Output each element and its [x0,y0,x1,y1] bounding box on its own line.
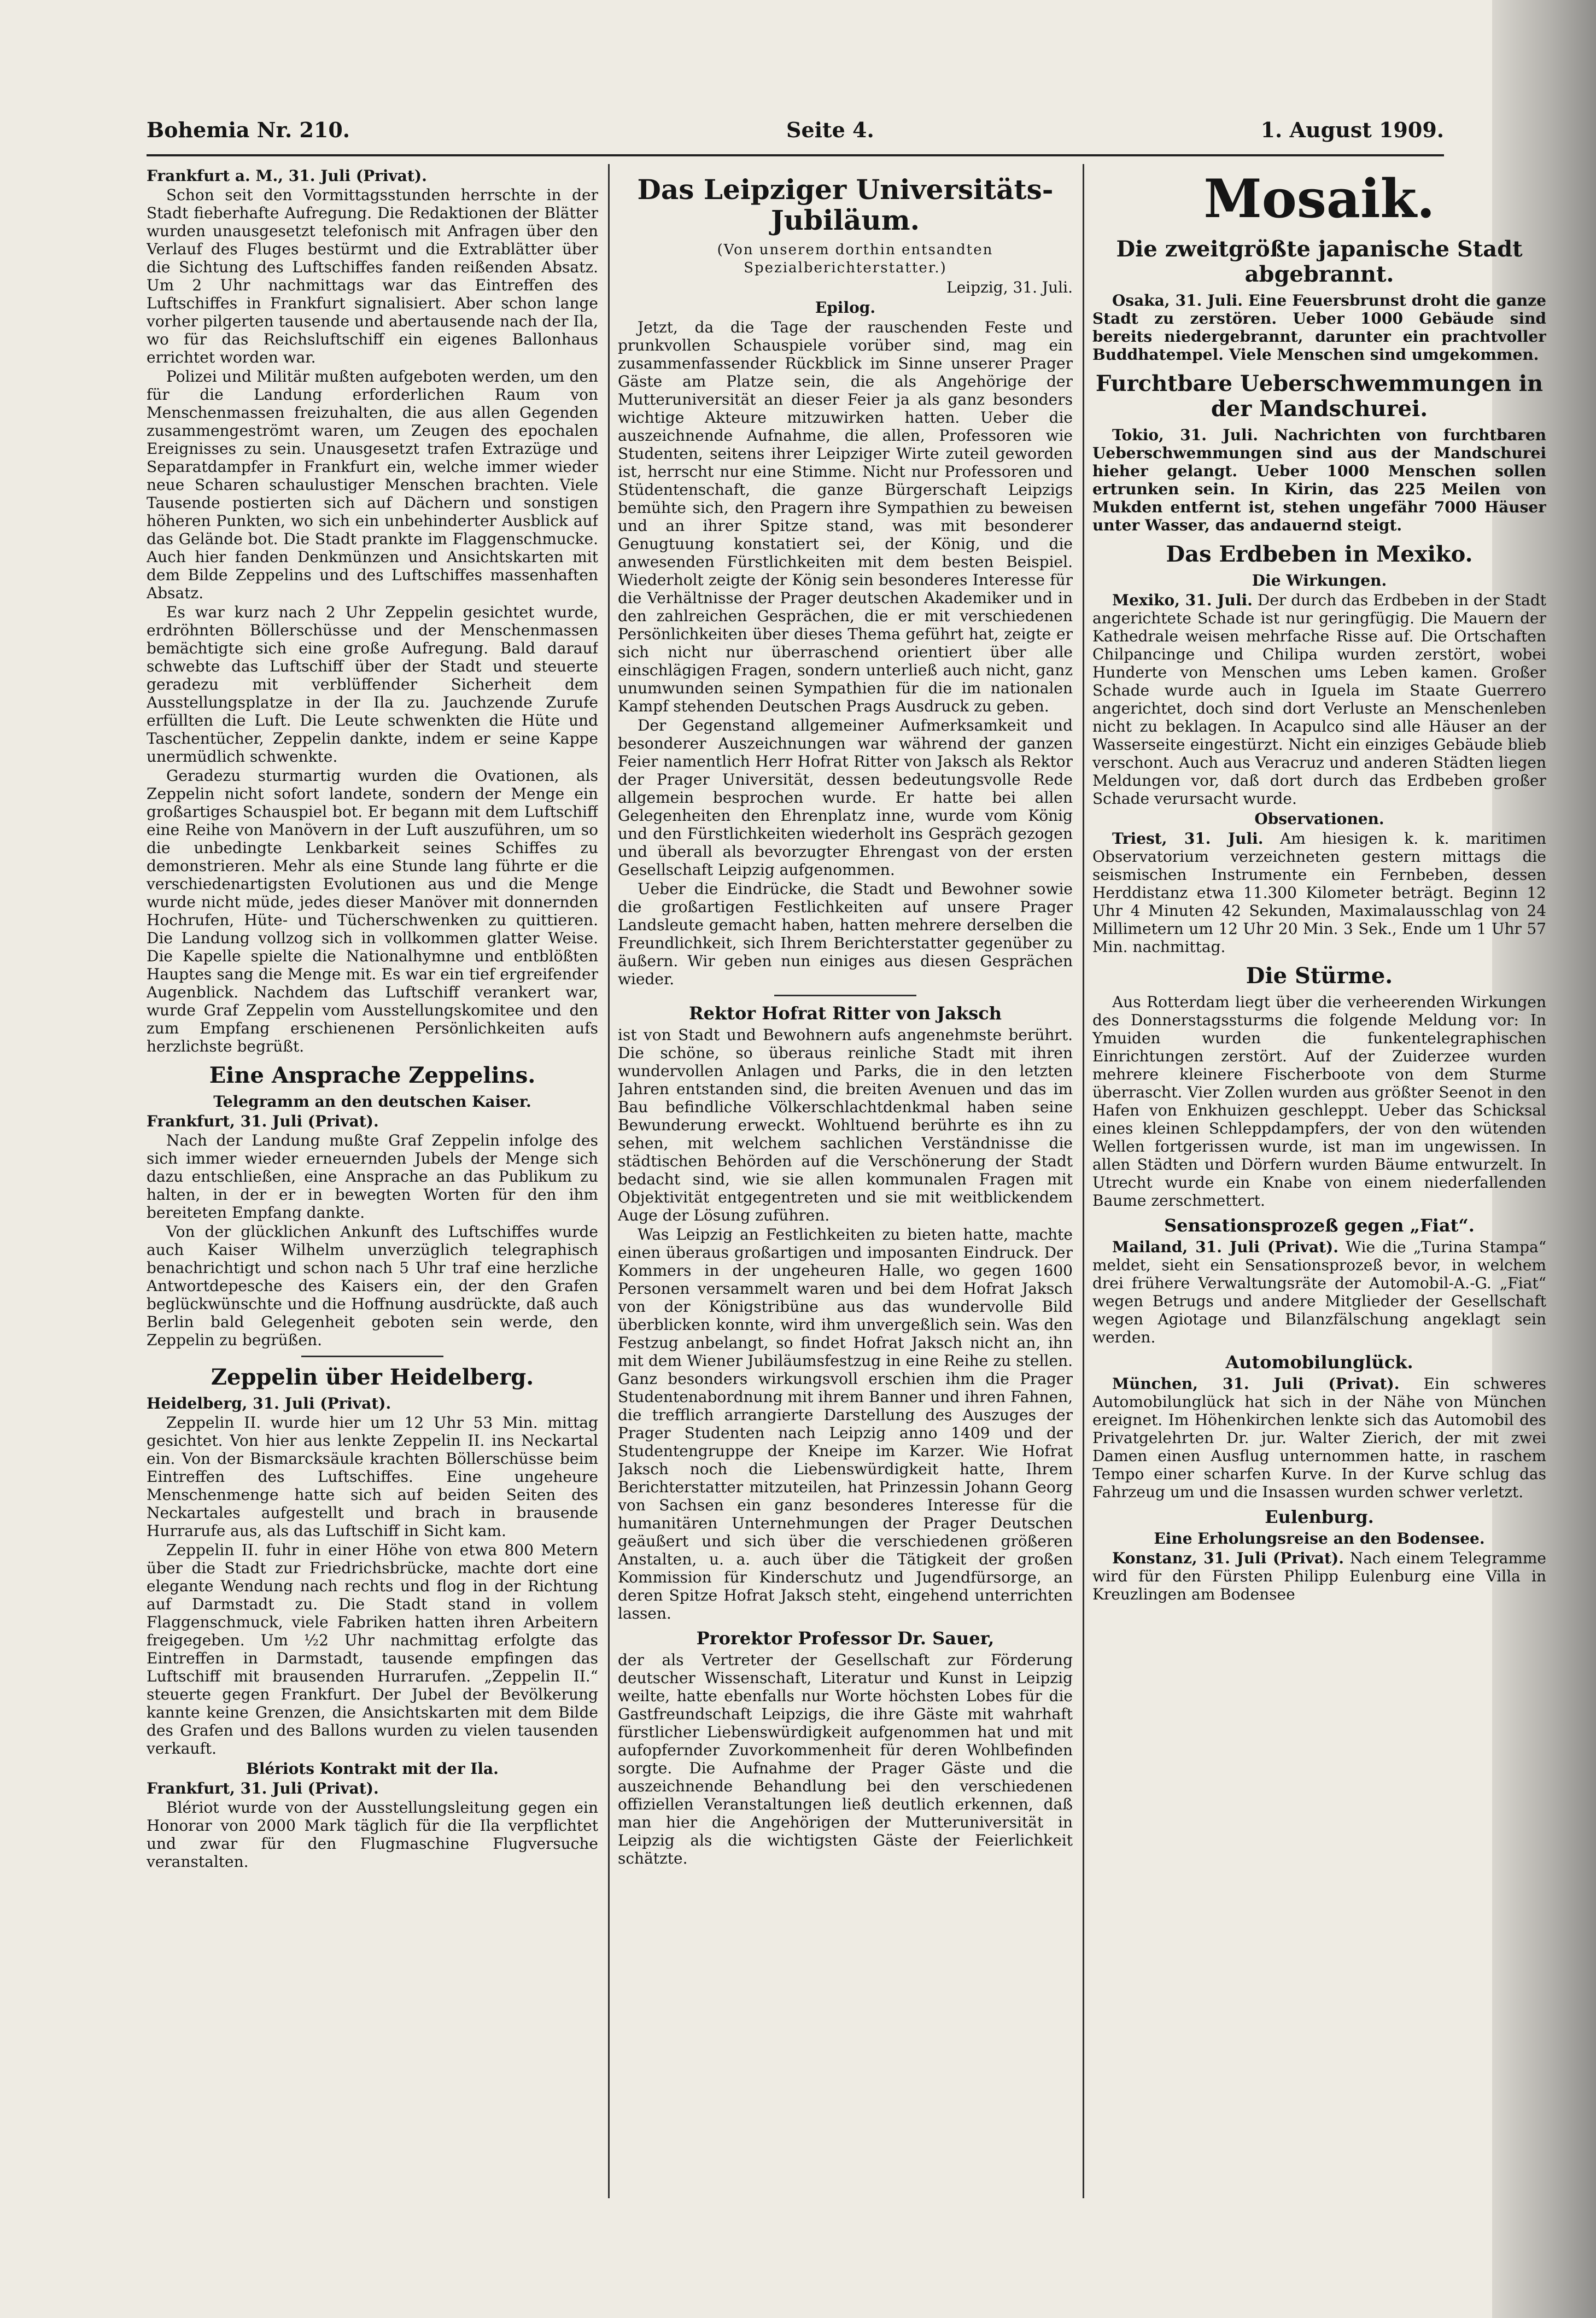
issue-date: 1. August 1909. [1260,118,1444,142]
column-divider-1 [608,164,610,2198]
paragraph-text: Wie die „Turina Stampa“ meldet, sieht ein Sensationsprozeß bevor, in welchem drei frühere Verwaltungsräte der Automobil-A.-G. „Fiat“ wegen Betrugs und andere Mitglieder der Gesellschaft wegen Agiotage und Bilanzfälschung angeklagt sein werden. [1092,1238,1546,1346]
section-rule [774,995,916,996]
article-paragraph [1092,1375,1546,1501]
headline-eulenburg: Eulenburg. [1265,1507,1374,1527]
headline-manchuria-floods: Furchtbare Ueberschwemmungen in der Mandschurei. [1095,371,1544,422]
headline-zeppelin-heidelberg: Zeppelin über Heidelberg. [211,1364,534,1390]
dateline: Triest, 31. Juli. [1112,830,1264,848]
article-paragraph: Aus Rotterdam liegt über die verheerenden Wirkungen des Donnerstagssturms die folgende Meldung vor: In Ymuiden wurden die funkentelegraphischen Einrichtungen zerstört. Auf der Zuiderzee wurden mehrere kleinere Fischerboote von dem Sturme überrascht. Vier Zollen wurden aus größter Seenot in den Hafen von Enkhuizen geschleppt. Ueber das Schicksal eines kleinen Schleppdampfers, der von den wütenden Wellen fortgerissen wurde, ist man im ungewissen. In allen Städten und Dörfern wurden Bäume entwurzelt. In Utrecht wurde ein Knabe von einem niederfallenden Baume zerschmettert. [1092,993,1546,1210]
article-paragraph: Ueber die Eindrücke, die Stadt und Bewohner sowie die großartigen Festlichkeiten auf unsere Prager Landsleute gemacht haben, hatten mehrere derselben die Freundlichkeit, sich Ihrem Berichterstatter gegenüber zu äußern. Wir geben nun einiges aus diesen Gesprächen wieder. [618,880,1073,988]
dateline: Frankfurt a. M., 31. Juli (Privat). [147,167,427,185]
article-paragraph: Was Leipzig an Festlichkeiten zu bieten hatte, machte einen überaus großartigen und imposanten Eindruck. Der Kommers in der ungeheuren Halle, wo gegen 1600 Personen versammelt waren und bei dem Hofrat Jaksch von der Königstribüne aus das wundervolle Bild überblicken konnte, wird ihm unvergeßlich sein. Was den Festzug anbelangt, so findet Hofrat Jaksch nicht an, ihn mit dem Wiener Jubiläumsfestzug in eine Reihe zu stellen. Ganz besonders wirkungsvoll erschien ihm die Prager Studentenabordnung mit ihrem Banner und ihren Fahnen, die trefflich arrangierte Darstellung des Auszuges der Prager Studenten nach Leipzig anno 1409 und der Studentengruppe der Kneipe im Karzer. Wie Hofrat Jaksch noch die Liebenswürdigkeit hatte, Ihrem Berichterstatter mitzuteilen, hat Prinzessin Johann Georg von Sachsen ein ganz besonderes Interesse für die humanitären Unternehmungen der Prager Deutschen geäußert und sich über die verschiedenen größeren Anstalten, u. a. auch über die Tätigkeit der großen Kommission für Kinderschutz und Jugendfürsorge, an deren Spitze Hofrat Jaksch steht, eingehend unterrichten lassen. [618,1225,1073,1622]
correspondent-note: (Von unserem dorthin entsandten Spezialberichterstatter.) [717,242,993,276]
paragraph-text: Am hiesigen k. k. maritimen Observatorium verzeichneten gestern mittags die seismischen Instrumente ein Fernbeben, dessen Herddistanz etwa 11.300 Kilometer beträgt. Beginn 12 Uhr 4 Minuten 42 Sekunden, Maximalausschlag von 24 Millimetern um 12 Uhr 20 Min. 3 Sek., Ende um 1 Uhr 57 Min. nachmittag. [1092,830,1546,956]
subheadline: Observationen. [1254,810,1384,828]
article-paragraph: Schon seit den Vormittagsstunden herrschte in der Stadt fieberhafte Aufregung. Die Redaktionen der Blätter wurden unausgesetzt telefonisch mit Anfragen über den Verlauf des Fluges bestürmt und die Extrablätter über die Sichtung des Luftschiffes fanden reißenden Absatz. Um 2 Uhr nachmittags war das Eintreffen des Luftschiffes in Frankfurt signalisiert. Aber schon lange vorher pilgerten tausende und abertausende nach der Ila, wo für das Reichsluftschiff ein eigenes Ballonhaus errichtet worden war. [147,186,598,366]
article-paragraph [147,1394,598,1412]
paragraph-text: Der durch das Erdbeben in der Stadt angerichtete Schade ist nur geringfügig. Die Mauern der Kathedrale weisen mehrfache Risse auf. Die Ortschaften Chilpancinge und Chilipa wurden zerstört, wobei Hunderte von Menschen ums Leben kamen. Großer Schade wurde auch in Iguela im Staate Guerrero angerichtet, doch sind dort Verluste an Menschenleben nicht zu beklagen. In Acapulco sind alle Häuser an der Wasserseite eingestürzt. Nicht ein einziges Gebäude blieb verschont. Auch aus Veracruz und anderen Städten liegen Meldungen vor, daß dort durch das Erdbeben großer Schade verursacht wurde. [1092,591,1546,808]
page-header [147,118,1444,150]
news-item-osaka [1092,291,1546,364]
article-paragraph: ist von Stadt und Bewohnern aufs angenehmste berührt. Die schöne, so überaus reinliche Stadt mit ihren wundervollen Anlagen und Parks, die in den letzten Jahren entstanden sind, die breiten Avenuen und das im Bau befindliche Völkerschlachtdenkmal haben seine Bewunderung erweckt. Wohltuend berührte es ihn zu sehen, mit welchem sachlichen Verständnisse die städtischen Behörden auf die Verschönerung der Stadt bedacht sind, wie sie allen kommunalen Fragen mit Objektivität entgegentreten und sie mit weitblickendem Auge der Lösung zuführen. [618,1026,1073,1224]
article-paragraph [1092,291,1546,364]
article-paragraph [1092,830,1546,956]
dateline: Leipzig, 31. Juli. [946,278,1073,296]
section-rule [301,1356,443,1357]
subheadline: Telegramm an den deutschen Kaiser. [213,1093,531,1111]
dateline: Mexiko, 31. Juli. [1112,591,1253,609]
article-paragraph: Zeppelin II. fuhr in einer Höhe von etwa 800 Metern über die Stadt zur Friedrichsbrücke, machte dort eine elegante Wendung nach rechts und flog in der Richtung auf Darmstadt zu. Die Stadt stand in vollem Flaggenschmuck, viele Fabriken hatten ihren Arbeitern freigegeben. Um ½2 Uhr nachmittag erfolgte das Eintreffen in Darmstadt, tausende empfingen das Luftschiff mit brausenden Hurrarufen. „Zeppelin II.“ steuerte gegen Frankfurt. Der Jubel der Bevölkerung kannte keine Grenzen, die Ansichtskarten mit dem Bilde des Grafen und des Ballons wurden zu vielen tausenden verkauft. [147,1541,598,1758]
news-item-manchuria [1092,426,1546,534]
dateline: München, 31. Juli (Privat). [1112,1375,1400,1393]
headline-mexico-earthquake: Das Erdbeben in Mexiko. [1166,541,1473,567]
paragraph-text: Nachrichten von furchtbaren Ueberschwemmungen sind aus der Mandschurei hieher gelangt. Ueber 1000 Menschen sollen ertrunken sein. In Kirin, das 225 Meilen von Mukden entfernt ist, stehen ungefähr 7000 Häuser unter Wasser, das andauernd steigt. [1092,426,1546,534]
header-rule [147,154,1444,156]
article-paragraph [147,1779,598,1797]
article-paragraph: Polizei und Militär mußten aufgeboten werden, um den für die Landung erforderlichen Raum von Menschenmassen freizuhalten, die aus allen Gegenden zusammengeströmt waren, um Zeugen des epochalen Ereignisses zu sein. Unausgesetzt trafen Extrazüge und Separatdampfer in Frankfurt ein, welche immer wieder neue Scharen schaulustiger Menschen brachten. Viele Tausende postierten sich auf Dächern und sonstigen höheren Punkten, wo sich ein unbehinderter Ausblick auf das Gelände bot. Die Stadt prankte im Flaggenschmucke. Auch hier fanden Denkmünzen und Ansichtskarten mit dem Bilde Zeppelins und des Luftschiffes massenhaften Absatz. [147,367,598,602]
article-paragraph: Der Gegenstand allgemeiner Aufmerksamkeit und besonderer Auszeichnungen war während der ganzen Feier namentlich Herr Hofrat Ritter von Jaksch als Rektor der Prager Universität, dessen bedeutungsvolle Rede allgemein besprochen wurde. Er hatte bei allen Gelegenheiten den Ehrenplatz inne, wurde vom König und den Fürstlichkeiten wiederholt ins Gespräch gezogen und überall als bevorzugter Ehrengast von der ersten Gesellschaft Leipzig aufgenommen. [618,716,1073,879]
article-paragraph: Es war kurz nach 2 Uhr Zeppelin gesichtet wurde, erdröhnten Böllerschüsse und der Menschenmassen bemächtigte sich eine große Aufregung. Bald darauf schwebte das Luftschiff über der Stadt und steuerte geradezu mit verblüffender Sicherheit dem Ausstellungsplatze in der Ila zu. Jauchzende Zurufe erfüllten die Luft. Die Leute schwenkten die Hüte und Taschentücher, Zeppelin dankte, indem er seine Kappe unermüdlich schwenkte. [147,603,598,766]
article-paragraph [147,167,598,185]
issue-number: Bohemia Nr. 210. [147,118,350,142]
headline-storms: Die Stürme. [1246,963,1393,989]
paragraph-text: Ein schweres Automobilunglück hat sich in der Nähe von München ereignet. Im Höhenkirchen lenkte sich das Automobil des Privatgelehrten Dr. jur. Walter Zierich, der mit zwei Damen einen Ausflug unternommen hatte, in raschem Tempo einer scharfen Kurve. In der Kurve schlug das Fahrzeug um und die Insassen wurden schwer verletzt. [1092,1375,1546,1501]
page-number: Seite 4. [786,118,874,142]
article-paragraph: Von der glücklichen Ankunft des Luftschiffes wurde auch Kaiser Wilhelm unverzüglich telegraphisch benachrichtigt und schon nach 5 Uhr traf eine herzliche Antwortdepesche des Kaisers ein, der den Grafen beglückwünschte und die Hoffnung ausdrückte, daß auch Berlin bald Gelegenheit geboten sein werde, den Zeppelin zu begrüßen. [147,1223,598,1349]
section-masthead-mosaik: Mosaik. [1203,168,1435,230]
column-1 [147,167,598,2190]
dateline: Frankfurt, 31. Juli (Privat). [147,1779,379,1797]
column-3 [1092,167,1546,2190]
dateline: Frankfurt, 31. Juli (Privat). [147,1112,379,1130]
article-paragraph [1092,1549,1546,1603]
article-paragraph: der als Vertreter der Gesellschaft zur Förderung deutscher Wissenschaft, Literatur und Kunst in Leipzig weilte, hatte ebenfalls nur Worte höchsten Lobes für die Gastfreundschaft Leipzigs, die ihre Gäste mit wahrhaft fürstlicher Liebenswürdigkeit aufgenommen hat und mit aufopfernder Zuvorkommenheit für deren Wohlbefinden sorgte. Die Aufnahme der Prager Gäste und die auszeichnende Behandlung bei den verschiedenen offiziellen Veranstaltungen ließ deutlich erkennen, daß man hier die Angehörigen der Mutteruniversität in Leipzig als die wichtigsten Gäste der Feierlichkeit schätzte. [618,1651,1073,1867]
article-paragraph [1092,426,1546,534]
article-paragraph: Nach der Landung mußte Graf Zeppelin infolge des sich immer wieder erneuernden Jubels der Menge sich dazu entschließen, eine Ansprache an das Publikum zu halten, in der er in bewegten Worten für den ihm bereiteten Empfang dankte. [147,1131,598,1222]
headline-osaka-fire: Die zweitgrößte japanische Stadt abgebrannt. [1116,236,1523,287]
dateline: Tokio, 31. Juli. [1112,426,1259,444]
headline-rector-jaksch: Rektor Hofrat Ritter von Jaksch [689,1003,1002,1024]
article-paragraph: Geradezu sturmartig wurden die Ovationen, als Zeppelin nicht sofort landete, sondern der Menge ein großartiges Schauspiel bot. Er begann mit dem Luftschiff eine Reihe von Manövern in der Luft auszuführen, um so die unbedingte Lenkbarkeit seines Schiffes zu demonstrieren. Mehr als eine Stunde lang führte er die verschiedenartigsten Evolutionen aus und die Menge wurde nicht müde, jedes dieser Manöver mit donnernden Hochrufen, Hüte- und Tücherschwenken zu quittieren. Die Landung vollzog sich in vollkommen glatter Weise. Die Kapelle spielte die Nationalhymne und entblößten Hauptes sang die Menge mit. Es war ein tief ergreifender Augenblick. Nachdem das Luftschiff verankert war, wurde Graf Zeppelin vom Ausstellungskomitee und den zum Empfang erschienenen Persönlichkeiten aufs herzlichste begrüßt. [147,767,598,1055]
paragraph-text: Eine Feuersbrunst droht die ganze Stadt zu zerstören. Ueber 1000 Gebäude sind bereits niedergebrannt, darunter ein prachtvoller Buddhatempel. Viele Menschen sind umgekommen. [1092,291,1546,364]
dateline: Heidelberg, 31. Juli (Privat). [147,1394,391,1412]
headline-leipzig-jubilee: Das Leipziger Universitäts-Jubiläum. [637,173,1054,236]
subheadline-epilog: Epilog. [815,299,876,317]
article-paragraph [1092,591,1546,808]
article-paragraph: Zeppelin II. wurde hier um 12 Uhr 53 Min. mittag gesichtet. Von hier aus lenkte Zeppelin II. ins Neckartal ein. Von der Bismarcksäule krachten Böllerschüsse beim Eintreffen des Luftschiffes. Eine ungeheure Menschenmenge hatte sich auf beiden Seiten des Neckartales aufgestellt und brach in brausende Hurrarufe aus, als das Luftschiff in Sicht kam. [147,1414,598,1540]
paragraph-text: Nach einem Telegramme wird für den Fürsten Philipp Eulenburg eine Villa in Kreuzlingen am Bodensee [1092,1549,1546,1603]
subheadline: Die Wirkungen. [1252,571,1387,589]
article-paragraph: Blériot wurde von der Ausstellungsleitung gegen ein Honorar von 2000 Mark täglich für die Ila verpflichtet und zwar für den Flugmaschine Flugversuche veranstalten. [147,1799,598,1871]
headline-automobile-accident: Automobilunglück. [1225,1352,1413,1373]
column-divider-2 [1083,164,1084,2198]
dateline: Konstanz, 31. Juli (Privat). [1112,1549,1344,1567]
column-2 [618,167,1073,2190]
headline-zeppelin-speech: Eine Ansprache Zeppelins. [209,1062,536,1088]
dateline: Mailand, 31. Juli (Privat). [1112,1238,1339,1256]
article-paragraph: Jetzt, da die Tage der rauschenden Feste und prunkvollen Schauspiele vorüber sind, mag ein zusammenfassender Rückblick im Sinne unserer Prager Gäste am Platze sein, die als Angehörige der Mutteruniversität an dieser Feier ja als ganz besonders wichtige Akteure mitzuwirken hatten. Ueber die auszeichnende Aufnahme, die allen, Professoren wie Studenten, seitens ihrer Leipziger Wirte zuteil geworden ist, herrscht nur eine Stimme. Nicht nur Professoren und Stüdentenschaft, die ganze Bürgerschaft Leipzigs bemühte sich, den Pragern ihre Sympathien zu beweisen und an ihrer Spitze stand, was mit besonderer Genugtuung konstatiert sei, der König, und die anwesenden Fürstlichkeiten mit dem besten Beispiel. Wiederholt zeigte der König sein besonderes Interesse für die Verhältnisse der Prager deutschen Akademiker und in den zahlreichen Gesprächen, die er mit verschiedenen Persönlichkeiten über dieses Thema geführt hat, zeigte er sich nicht nur überraschend orientiert über alle einschlägigen Fragen, sondern unterließ auch nicht, ganz unumwunden seinen Sympathien für die im nationalen Kampf stehenden Deutschen Prags Ausdruck zu geben. [618,318,1073,715]
dateline: Osaka, 31. Juli. [1112,291,1243,310]
article-paragraph [1092,1238,1546,1346]
article-paragraph [147,1112,598,1130]
headline-bleriot: Blériots Kontrakt mit der Ila. [246,1760,499,1778]
headline-prorector-sauer: Prorektor Professor Dr. Sauer, [696,1628,995,1649]
subheadline: Eine Erholungsreise an den Bodensee. [1154,1529,1485,1548]
headline-fiat-trial: Sensationsprozeß gegen „Fiat“. [1164,1215,1475,1236]
